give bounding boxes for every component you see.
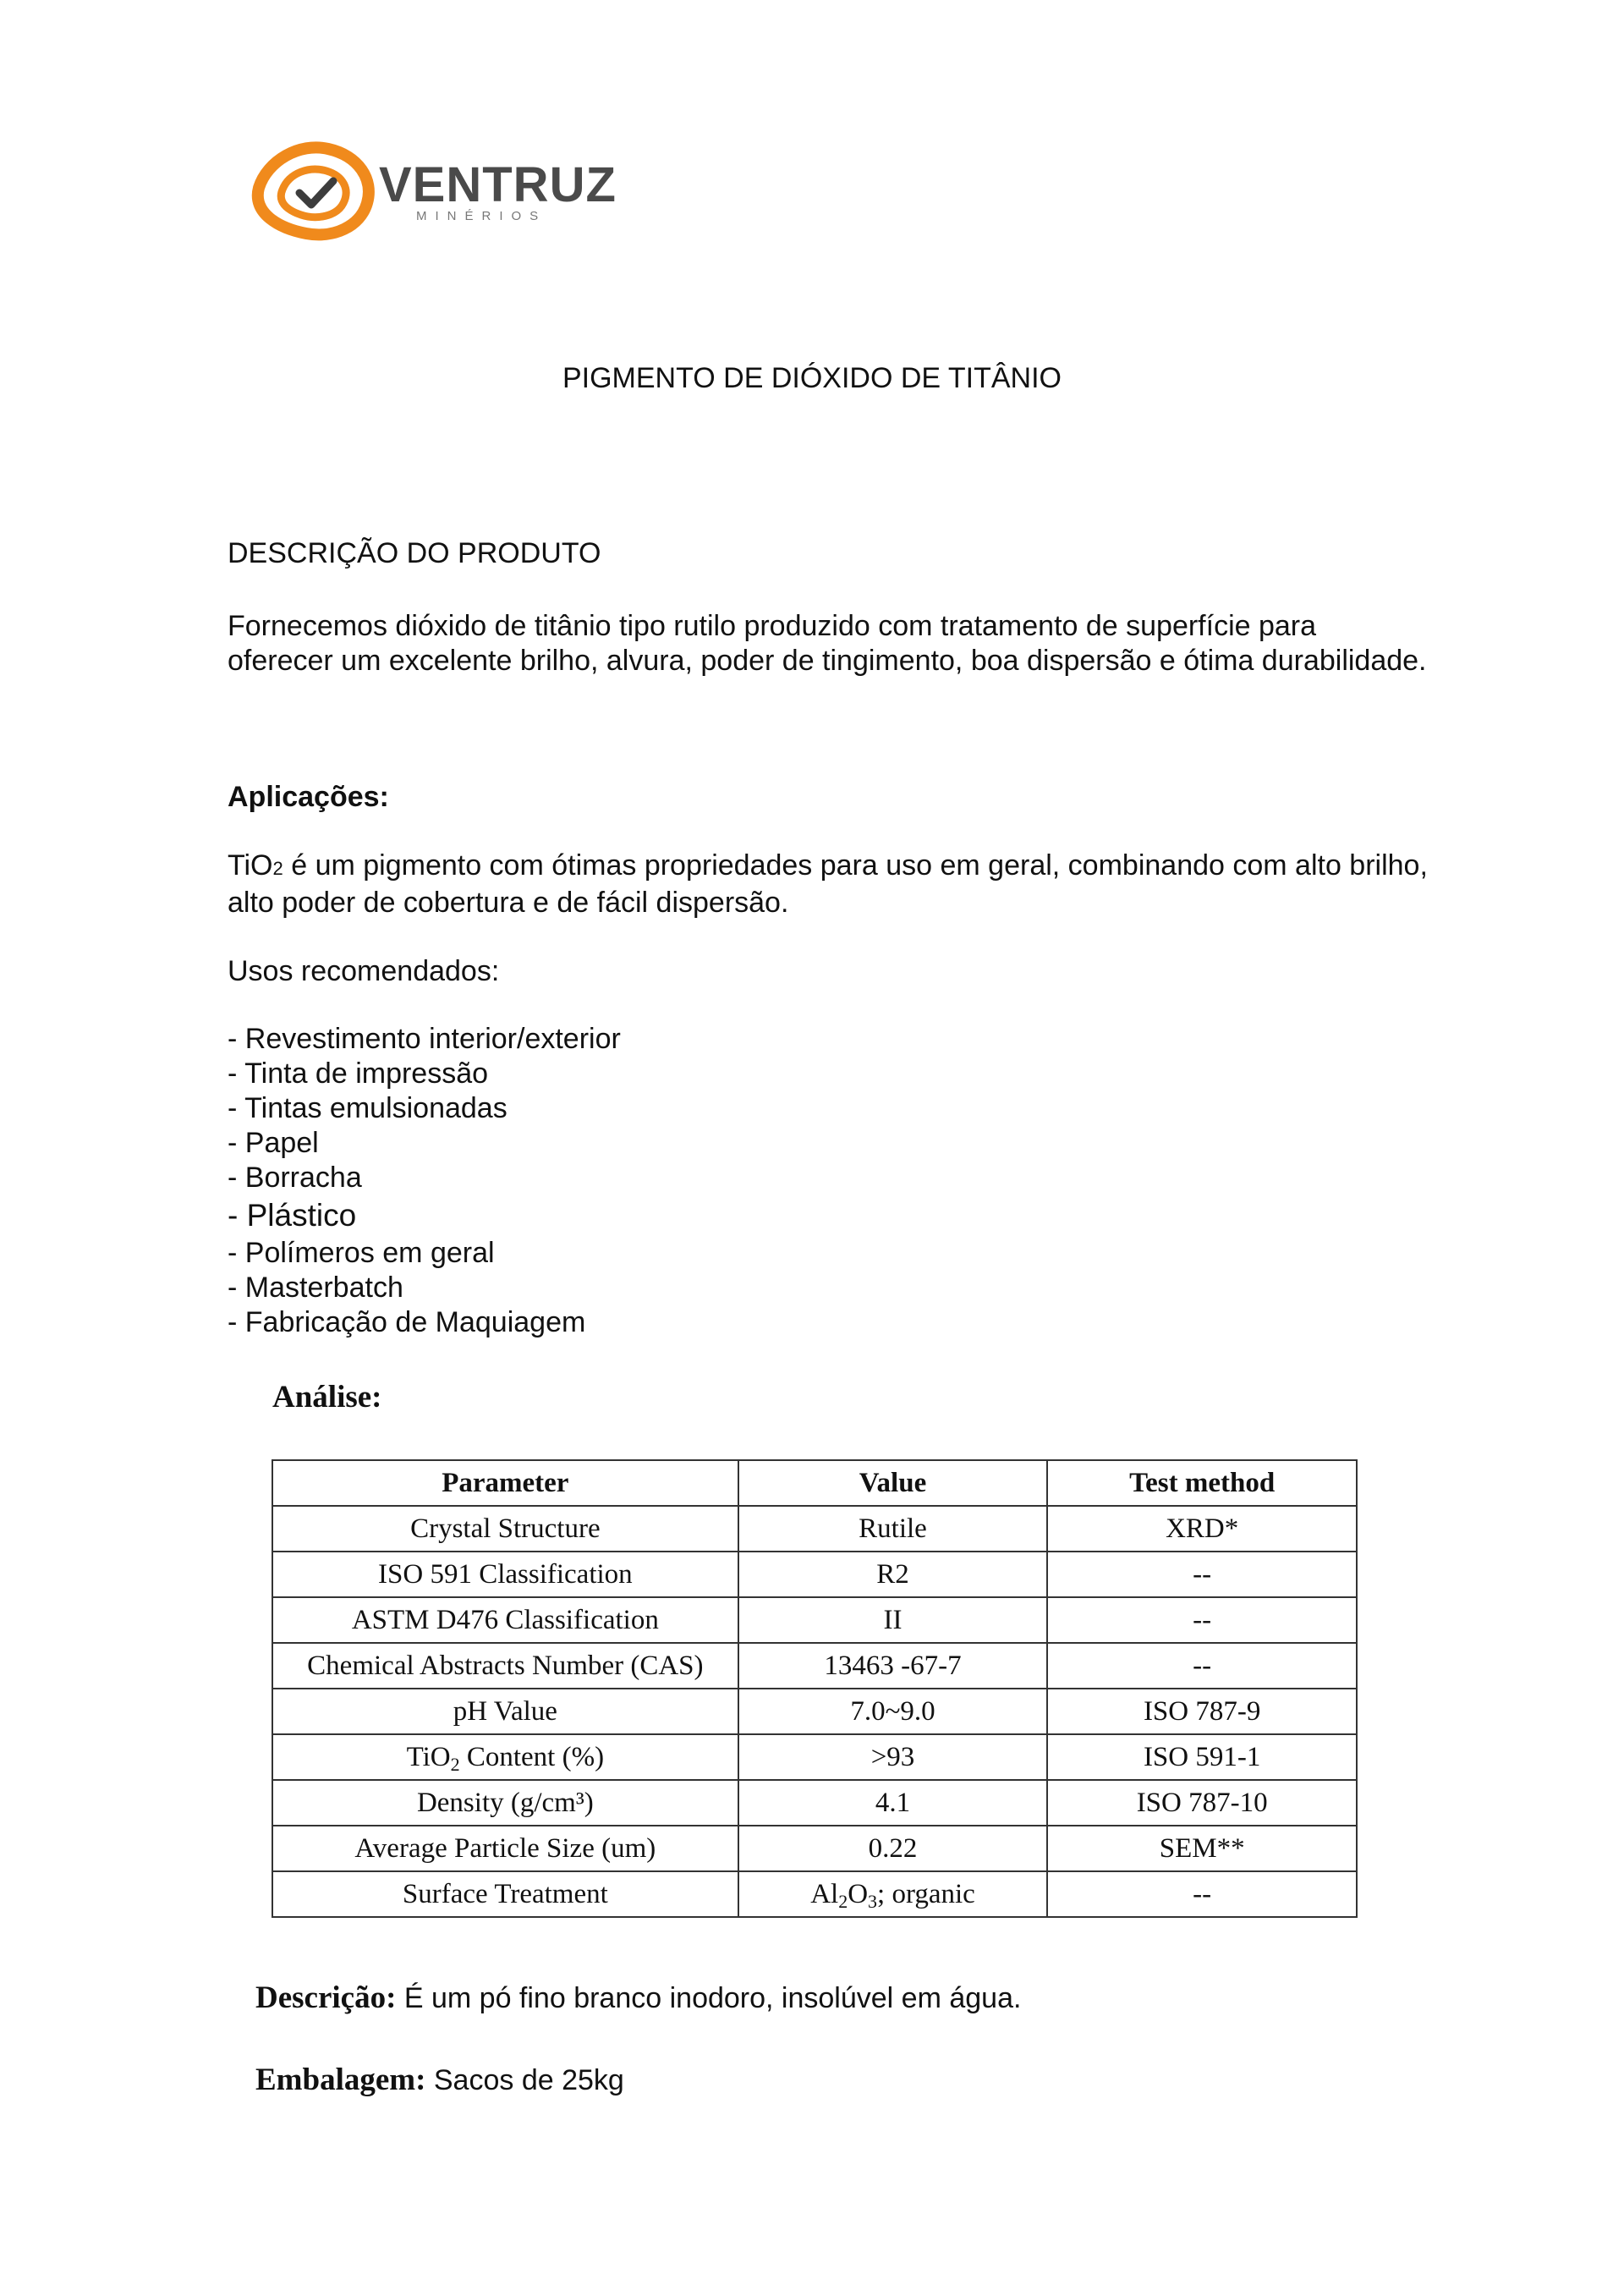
analysis-heading: Análise: (272, 1380, 382, 1414)
analysis-table (272, 1459, 1358, 1918)
list-item: - Polímeros em geral (228, 1237, 495, 1269)
description-text: É um pó fino branco inodoro, insolúvel em água. (396, 1982, 1022, 2014)
cell-method: -- (1047, 1552, 1357, 1597)
document-title: PIGMENTO DE DIÓXIDO DE TITÂNIO (562, 362, 1062, 394)
logo-subtitle: MINÉRIOS (416, 209, 547, 223)
cell-parameter: Density (g/cm³) (272, 1780, 738, 1826)
cell-parameter (272, 1734, 738, 1780)
list-item: - Tinta de impressão (228, 1057, 489, 1090)
table-row (272, 1689, 1357, 1734)
tio2-subscript: 2 (272, 858, 283, 879)
description-line (255, 1980, 1021, 2017)
cell-parameter: Average Particle Size (um) (272, 1826, 738, 1871)
packaging-line (255, 2062, 624, 2099)
cell-value: 13463 -67-7 (738, 1643, 1048, 1689)
list-item: - Masterbatch (228, 1272, 403, 1304)
cell-value: >93 (738, 1734, 1048, 1780)
product-description-heading: DESCRIÇÃO DO PRODUTO (228, 537, 601, 569)
list-item: - Revestimento interior/exterior (228, 1023, 621, 1055)
header-value: Value (738, 1460, 1048, 1506)
table-row (272, 1826, 1357, 1871)
value-rest: ; organic (877, 1878, 975, 1909)
recommended-uses-list (228, 1022, 621, 1340)
product-description-text: Fornecemos dióxido de titânio tipo rutilo produzido com tratamento de superfície para oferecer um excelente brilho, alvura, poder de tingimento, boa dispersão e ótima durabilidade. (228, 610, 1427, 677)
tio2-subscript: 2 (450, 1753, 460, 1775)
list-item: - Fabricação de Maquiagem (228, 1306, 586, 1338)
table-header-row (272, 1460, 1357, 1506)
logo-wordmark: VENTRUZ (379, 157, 617, 212)
al-subscript: 2 (838, 1890, 848, 1912)
table-row (272, 1643, 1357, 1689)
table-row (272, 1734, 1357, 1780)
table-row (272, 1597, 1357, 1643)
cell-method: ISO 787-10 (1047, 1780, 1357, 1826)
company-logo (250, 135, 617, 245)
cell-method: ISO 591-1 (1047, 1734, 1357, 1780)
tio2-formula: TiO (228, 849, 273, 882)
cell-value: 4.1 (738, 1780, 1048, 1826)
logo-mark-icon (250, 135, 377, 245)
applications-heading: Aplicações: (228, 781, 389, 813)
o-symbol: O (848, 1878, 869, 1909)
cell-value: R2 (738, 1552, 1048, 1597)
cell-parameter: pH Value (272, 1689, 738, 1734)
cell-method: -- (1047, 1871, 1357, 1917)
recommended-uses-label: Usos recomendados: (228, 955, 500, 987)
list-item: - Papel (228, 1127, 319, 1159)
parameter-rest: Content (%) (459, 1741, 605, 1772)
cell-value: 7.0~9.0 (738, 1689, 1048, 1734)
cell-parameter: Chemical Abstracts Number (CAS) (272, 1643, 738, 1689)
al-symbol: Al (810, 1878, 839, 1909)
table-row (272, 1506, 1357, 1552)
cell-parameter: Surface Treatment (272, 1871, 738, 1917)
cell-value: II (738, 1597, 1048, 1643)
cell-value: Rutile (738, 1506, 1048, 1552)
cell-value: 0.22 (738, 1826, 1048, 1871)
list-item: - Borracha (228, 1162, 362, 1194)
o-subscript: 3 (868, 1890, 878, 1912)
packaging-label: Embalagem: (255, 2063, 426, 2097)
cell-parameter: ASTM D476 Classification (272, 1597, 738, 1643)
description-label: Descrição: (255, 1980, 397, 2015)
cell-method: XRD* (1047, 1506, 1357, 1552)
cell-method: -- (1047, 1643, 1357, 1689)
cell-value (738, 1871, 1048, 1917)
tio2-formula: TiO (406, 1741, 451, 1772)
table-row (272, 1871, 1357, 1917)
applications-body: é um pigmento com ótimas propriedades para uso em geral, combinando com alto brilho, alto poder de cobertura e de fácil dispersão. (228, 849, 1428, 919)
cell-method: ISO 787-9 (1047, 1689, 1357, 1734)
header-parameter: Parameter (272, 1460, 738, 1506)
header-test-method: Test method (1047, 1460, 1357, 1506)
list-item: - Tintas emulsionadas (228, 1092, 508, 1124)
table-row (272, 1552, 1357, 1597)
table-row (272, 1780, 1357, 1826)
cell-method: -- (1047, 1597, 1357, 1643)
list-item: - Plástico (228, 1198, 357, 1233)
applications-text (228, 849, 1429, 920)
cell-parameter: Crystal Structure (272, 1506, 738, 1552)
cell-method: SEM** (1047, 1826, 1357, 1871)
packaging-text: Sacos de 25kg (425, 2064, 624, 2096)
cell-parameter: ISO 591 Classification (272, 1552, 738, 1597)
